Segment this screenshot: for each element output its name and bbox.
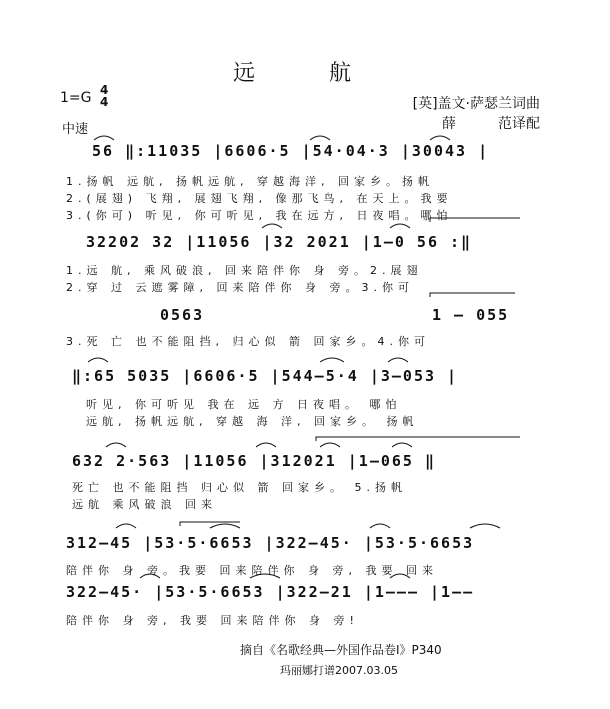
slur-arcs xyxy=(88,136,500,578)
notation-line-2: 32202 32 |11056 |32 2021 |1—0 56 :‖ xyxy=(86,233,473,251)
volta-3 xyxy=(430,293,515,297)
time-signature-top: 4 xyxy=(100,83,109,97)
transcriber-credit: 玛丽娜打谱2007.03.05 xyxy=(280,664,398,677)
notation-line-4: ‖:65 5035 |6606·5 |544—5·4 |3—053 | xyxy=(72,367,459,385)
notation-line-7: 322—45· |53·5·6653 |322—21 |1——— |1—— xyxy=(66,583,475,601)
notation-line-1: 56 ‖:11035 |6606·5 |54·04·3 |30043 | xyxy=(92,142,490,160)
volta-5 xyxy=(180,522,240,526)
song-title: 远 航 xyxy=(232,61,377,86)
lyric-line-4-a: 听见, 你可听见 我在 远 方 日夜唱。 哪怕 xyxy=(86,398,402,411)
lyric-line-4-b: 远航, 扬帆远航, 穿越 海 洋, 回家乡。 扬帆 xyxy=(86,415,419,428)
translator-credit: 薛 范译配 xyxy=(442,116,540,132)
lyric-line-5-b: 远航 乘风破浪 回来 xyxy=(72,498,217,511)
tempo-marking: 中速 xyxy=(62,122,89,137)
composer-credit: [英]盖文·萨瑟兰词曲 xyxy=(412,96,540,112)
lyric-line-1-verse-2: 2.(展翅) 飞翔, 展翅飞翔, 像那飞鸟, 在天上。我要 xyxy=(66,192,453,205)
lyric-line-5-a: 死亡 也不能阻挡 归心似 箭 回家乡。 5.扬帆 xyxy=(72,481,407,494)
notation-line-3-upper: 0563 xyxy=(160,306,205,324)
notation-line-5: 632 2·563 |11056 |312021 |1—065 ‖ xyxy=(72,452,437,470)
volta-brackets xyxy=(180,218,520,526)
source-citation: 摘自《名歌经典—外国作品卷Ⅰ》P340 xyxy=(240,643,442,657)
lyric-line-2-verse-1: 1.远 航, 乘风破浪, 回来陪伴你 身 旁。2.展翅 xyxy=(66,264,423,277)
lyric-line-7: 陪伴你 身 旁, 我要 回来陪伴你 身 旁! xyxy=(66,614,359,627)
lyric-line-3: 3.死 亡 也不能阻挡, 归心似 箭 回家乡。4.你可 xyxy=(66,335,430,348)
lyric-line-2-verse-2: 2.穿 过 云遮雾障, 回来陪伴你 身 旁。3.你可 xyxy=(66,281,414,294)
lyric-line-1-verse-1: 1.扬帆 远航, 扬帆远航, 穿越海洋, 回家乡。扬帆 xyxy=(66,175,434,188)
notation-line-6: 312—45 |53·5·6653 |322—45· |53·5·6653 xyxy=(66,534,475,552)
time-signature-bottom: 4 xyxy=(100,95,109,109)
volta-1-2 xyxy=(430,218,520,222)
notation-line-3: 1 — 055 xyxy=(432,306,510,324)
lyric-line-6: 陪伴你 身 旁。我要 回来陪伴你 身 旁, 我要 回来 xyxy=(66,564,438,577)
volta-4 xyxy=(316,437,520,441)
key-signature: 1=G xyxy=(60,90,92,106)
lyric-line-1-verse-3: 3.(你可) 听见, 你可听见, 我在远方, 日夜唱。哪怕 xyxy=(66,209,453,222)
